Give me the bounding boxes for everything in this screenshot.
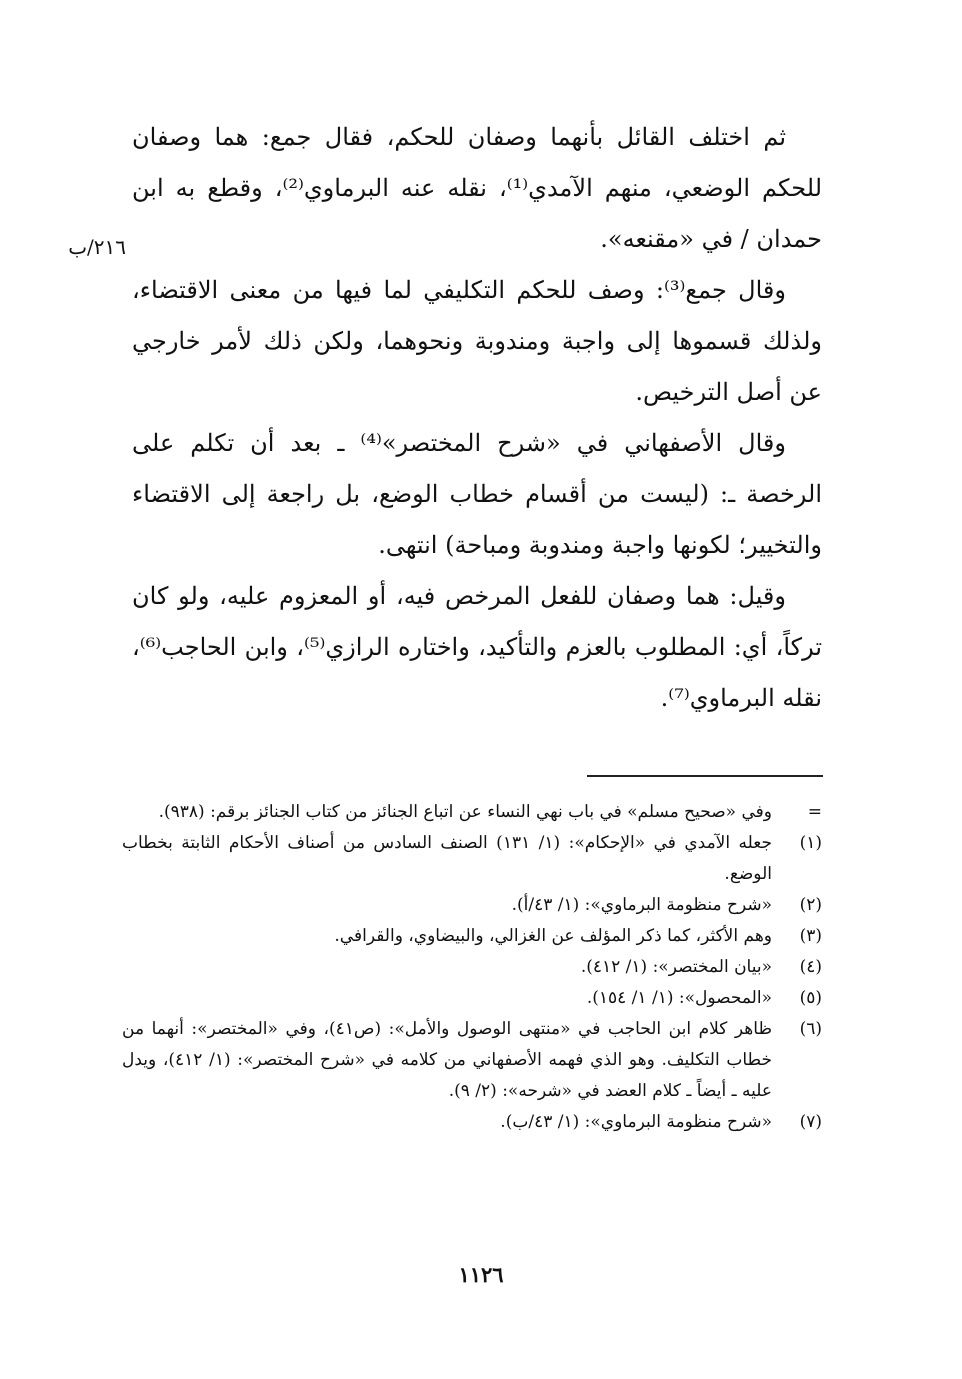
margin-folio-note: ٢١٦/ب: [68, 235, 126, 259]
footnote: [122, 1107, 822, 1138]
page-number: ١١٢٦: [458, 1262, 504, 1287]
footnote-text: وفي «صحيح مسلم» في باب نهي النساء عن اتباع الجنائز من كتاب الجنائز برقم: (٩٣٨).: [158, 802, 772, 822]
footnote: [122, 921, 822, 952]
footnote-number: =: [807, 802, 822, 822]
paragraph: وقيل: هما وصفان للفعل المرخص فيه، أو المعزوم عليه، ولو كان تركاً، أي: المطلوب بالعزم والتأكيد، واختاره الرازي⁽⁵⁾، وابن الحاجب⁽⁶⁾، نقله البرماوي⁽⁷⁾.: [132, 582, 822, 712]
footnote: [122, 890, 822, 921]
footnote-continuation: [122, 797, 822, 828]
footnote-number: (٦): [799, 1019, 822, 1039]
footnote-text: «شرح منظومة البرماوي»: (١/ ٤٣/ب).: [500, 1112, 772, 1132]
footnote-text: «المحصول»: (١/ ١/ ١٥٤).: [586, 988, 772, 1008]
paragraph: وقال الأصفهاني في «شرح المختصر»⁽⁴⁾ ـ بعد أن تكلم على الرخصة ـ: (ليست من أقسام خطاب الوضع، بل راجعة إلى الاقتضاء والتخيير؛ لكونها واجبة ومندوبة ومباحة) انتهى.: [132, 429, 822, 559]
footnote-number: (١): [799, 833, 822, 853]
footnote-separator: [587, 775, 823, 777]
footnote: [122, 828, 822, 890]
footnote-text: ظاهر كلام ابن الحاجب في «منتهى الوصول والأمل»: (ص٤١)، وفي «المختصر»: أنهما من خطاب التكليف. وهو الذي فهمه الأصفهاني من كلامه في «شرح المختصر»: (١/ ٤١٢)، ويدل عليه ـ أيضاً ـ كلام العضد في «شرحه»: (٢/ ٩).: [122, 1019, 773, 1101]
footnote-text: جعله الآمدي في «الإحكام»: (١/ ١٣١) الصنف السادس من أصناف الأحكام الثابتة بخطاب الوضع.: [122, 833, 772, 884]
footnote-number: (٢): [799, 895, 822, 915]
footnote-text: «بيان المختصر»: (١/ ٤١٢).: [580, 957, 772, 977]
footnote: [122, 1014, 822, 1107]
footnote-text: وهم الأكثر، كما ذكر المؤلف عن الغزالي، والبيضاوي، والقرافي.: [334, 926, 772, 946]
footnote: [122, 952, 822, 983]
footnote: [122, 983, 822, 1014]
footnote-number: (٣): [799, 926, 822, 946]
footnote-number: (٥): [799, 988, 822, 1008]
footnote-text: «شرح منظومة البرماوي»: (١/ ٤٣/أ).: [511, 895, 772, 915]
paragraph: وقال جمع⁽³⁾: وصف للحكم التكليفي لما فيها من معنى الاقتضاء، ولذلك قسموها إلى واجبة ومندوبة ونحوهما، ولكن ذلك لأمر خارجي عن أصل الترخيص.: [132, 276, 822, 406]
paragraph: ثم اختلف القائل بأنهما وصفان للحكم، فقال جمع: هما وصفان للحكم الوضعي، منهم الآمدي⁽¹⁾، نقله عنه البرماوي⁽²⁾، وقطع به ابن حمدان / في «مقنعه».: [132, 123, 823, 253]
footnote-number: (٤): [799, 957, 822, 977]
main-text: [132, 112, 822, 724]
footnote-number: (٧): [799, 1112, 822, 1132]
footnotes: [122, 797, 822, 1138]
